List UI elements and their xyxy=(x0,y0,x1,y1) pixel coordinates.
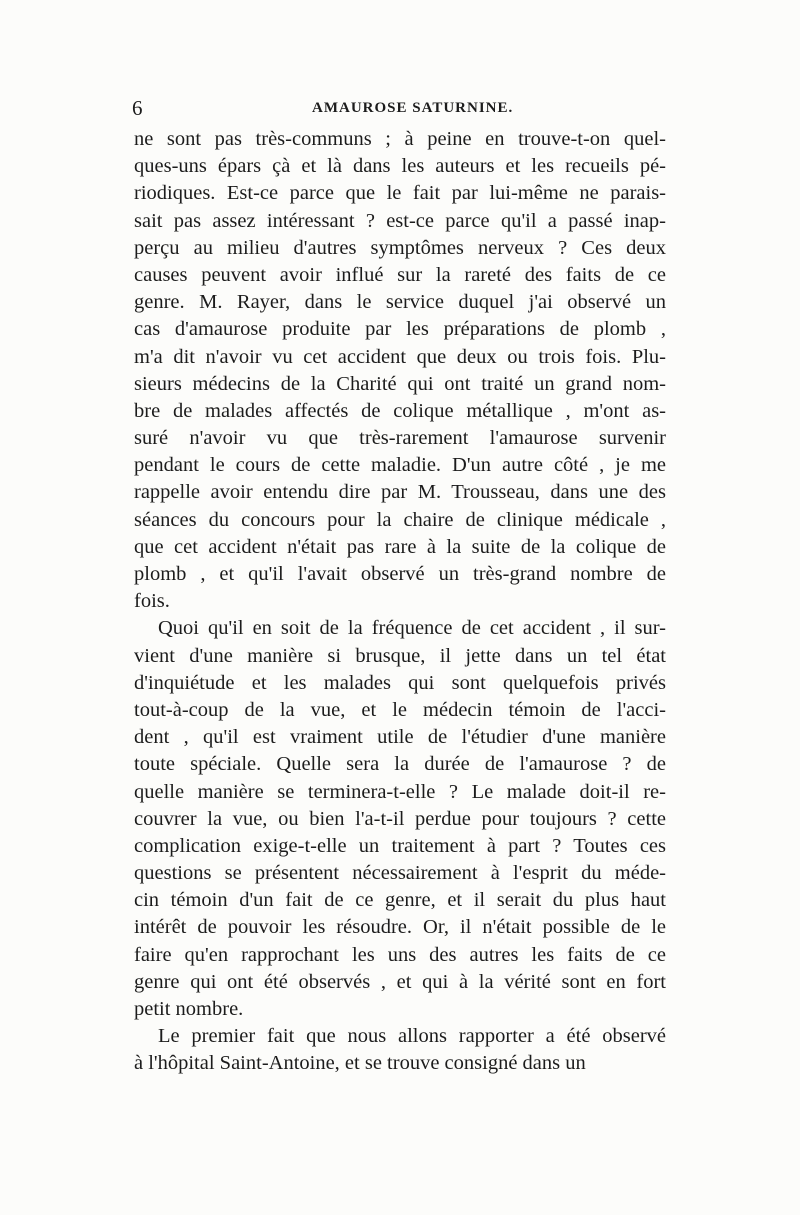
text-line: riodiques. Est-ce parce que le fait par lui-même ne parais- xyxy=(134,182,666,205)
text-line: dent , qu'il est vraiment utile de l'étudier d'une manière xyxy=(134,726,666,749)
page-header xyxy=(132,96,667,122)
text-line: quelle manière se terminera-t-elle ? Le malade doit-il re- xyxy=(134,780,666,803)
text-line: complication exige-t-elle un traitement à part ? Toutes ces xyxy=(134,834,666,857)
text-line: intérêt de pouvoir les résoudre. Or, il n'était possible de le xyxy=(134,916,666,939)
text-line: pendant le cours de cette maladie. D'un autre côté , je me xyxy=(134,454,666,477)
text-line: couvrer la vue, ou bien l'a-t-il perdue pour toujours ? cette xyxy=(134,807,666,830)
paragraph xyxy=(134,1023,666,1077)
text-line: bre de malades affectés de colique métallique , m'ont as- xyxy=(134,399,666,422)
text-line: perçu au milieu d'autres symptômes nerveux ? Ces deux xyxy=(134,236,666,259)
text-line: faire qu'en rapprochant les uns des autres les faits de ce xyxy=(134,943,666,966)
text-line: ques-uns épars çà et là dans les auteurs et les recueils pé- xyxy=(134,155,666,178)
text-line: fois. xyxy=(134,590,170,613)
paragraph xyxy=(134,615,666,1023)
text-line: Quoi qu'il en soit de la fréquence de cet accident , il sur- xyxy=(158,617,666,640)
page-number: 6 xyxy=(132,96,143,120)
text-line: que cet accident n'était pas rare à la suite de la colique de xyxy=(134,535,666,558)
text-line: toute spéciale. Quelle sera la durée de l'amaurose ? de xyxy=(134,753,666,776)
text-line: genre qui ont été observés , et qui à la vérité sont en fort xyxy=(134,970,666,993)
text-line: Le premier fait que nous allons rapporter a été observé xyxy=(158,1025,666,1048)
text-line: sait pas assez intéressant ? est-ce parce qu'il a passé inap- xyxy=(134,209,666,232)
text-line: suré n'avoir vu que très-rarement l'amaurose survenir xyxy=(134,427,666,450)
text-line: cin témoin d'un fait de ce genre, et il serait du plus haut xyxy=(134,889,666,912)
text-line: séances du concours pour la chaire de clinique médicale , xyxy=(134,508,666,531)
text-line: causes peuvent avoir influé sur la rareté des faits de ce xyxy=(134,263,666,286)
text-line: cas d'amaurose produite par les préparations de plomb , xyxy=(134,318,666,341)
text-line: sieurs médecins de la Charité qui ont traité un grand nom- xyxy=(134,372,666,395)
text-line: vient d'une manière si brusque, il jette dans un tel état xyxy=(134,644,666,667)
text-line: tout-à-coup de la vue, et le médecin témoin de l'acci- xyxy=(134,698,666,721)
running-title: AMAUROSE SATURNINE. xyxy=(312,100,514,116)
text-line: ne sont pas très-communs ; à peine en trouve-t-on quel- xyxy=(134,128,666,150)
text-line: m'a dit n'avoir vu cet accident que deux ou trois fois. Plu- xyxy=(134,345,666,368)
text-line: genre. M. Rayer, dans le service duquel j'ai observé un xyxy=(134,291,666,314)
text-line: questions se présentent nécessairement à l'esprit du méde- xyxy=(134,862,666,885)
text-line: d'inquiétude et les malades qui sont quelquefois privés xyxy=(134,671,666,694)
text-line: plomb , et qu'il l'avait observé un très-grand nombre de xyxy=(134,563,666,585)
text-line: à l'hôpital Saint-Antoine, et se trouve consigné dans un xyxy=(134,1052,586,1075)
text-line: petit nombre. xyxy=(134,998,244,1020)
paragraph xyxy=(134,126,666,615)
body-text xyxy=(134,126,666,1078)
text-line: rappelle avoir entendu dire par M. Trousseau, dans une des xyxy=(134,481,666,504)
